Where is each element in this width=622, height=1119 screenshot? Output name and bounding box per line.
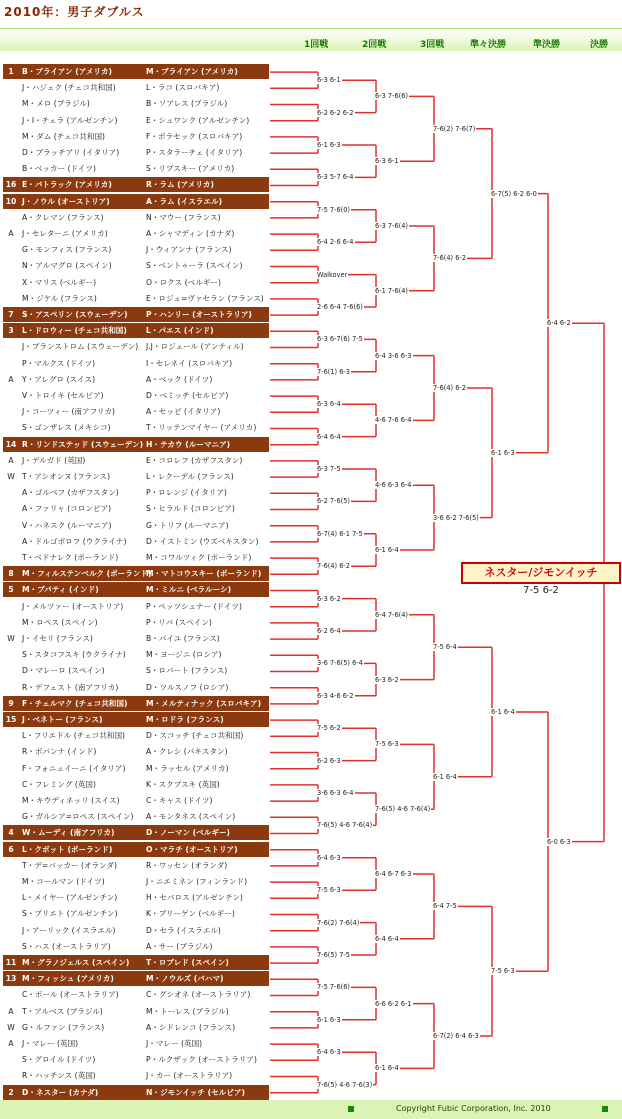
player-a: T・アルベス (ブラジル) (22, 1006, 103, 1016)
player-b: A・シドレンコ (フランス) (146, 1022, 236, 1032)
player-b: D・ノーマン (ベルギー) (146, 828, 231, 838)
seed-number: 14 (5, 439, 17, 449)
match-score: 6-3 4-6 6-2 (317, 691, 354, 700)
player-b: M・ブライアン (アメリカ) (146, 67, 238, 76)
player-b: N・マウー (フランス) (146, 212, 221, 222)
champion-box: ネスター/ジモンイッチ (461, 562, 621, 584)
match-score: 7-6(1) 6-3 (317, 367, 350, 376)
match-score: 6-6 6-2 6-1 (375, 999, 412, 1008)
player-b: O・マラチ (オーストリア) (146, 844, 238, 854)
copyright: Copyright Fubic Corporation, Inc. 2010 (396, 1104, 551, 1113)
match-score: 6-1 7-6(4) (375, 286, 408, 295)
player-a: X・マリス (ベルギー) (22, 277, 97, 287)
match-score: 6-7(2) 6-4 6-3 (433, 1032, 479, 1040)
player-b: S・ヒラルド (コロンビア) (146, 504, 235, 514)
seed-number: 13 (5, 974, 17, 984)
page-title: 2010年：男子ダブルス (4, 5, 145, 19)
player-b: A・サー (ブラジル) (146, 941, 213, 951)
player-a: J・アーリック (イスラエル) (22, 925, 116, 935)
match-score: 6-3 6-1 (317, 76, 341, 85)
match-score: 7-5 6-3 (317, 886, 341, 895)
player-a: A・ゴルベフ (カザフスタン) (22, 488, 119, 498)
match-score: 6-3 6-2 (317, 594, 341, 603)
player-a: P・マルクス (ドイツ) (22, 358, 96, 368)
player-b: A・モンタネス (スペイン) (146, 812, 236, 822)
player-b: R・ワッセン (オランダ) (146, 860, 228, 870)
player-b: T・リッテンマイヤー (アメリカ) (146, 423, 257, 433)
match-score: 7-6(5) 4-6 7-6(4) (375, 805, 431, 814)
player-a: L・クボット (ポーランド) (22, 844, 113, 854)
player-b: M・ラッセル (アメリカ) (146, 763, 229, 773)
player-a: D・ネスター (カナダ) (22, 1087, 99, 1097)
player-a: R・デフェスト (南アフリカ) (22, 682, 119, 692)
match-score: 7-5 6-3 (491, 967, 515, 976)
seed-number: A (8, 455, 14, 465)
player-a: J・イセリ (フランス) (22, 634, 93, 643)
match-score: 6-3 6-2 (375, 675, 399, 684)
player-a: J・ベネトー (フランス) (22, 715, 103, 724)
match-score: 7-5 7-6(0) (317, 205, 350, 214)
player-b: M・ロドラ (フランス) (146, 715, 224, 724)
player-a: D・マレーロ (スペイン) (22, 666, 105, 676)
seed-number: 2 (8, 1087, 14, 1097)
player-a: J・コーツィー (南アフリカ) (22, 407, 115, 417)
player-a: J・メルツァー (オーストリア) (22, 601, 124, 611)
round-label-qf: 準々決勝 (470, 40, 507, 50)
player-b: M・ヨージニ (ロシア) (146, 650, 222, 660)
player-b: D・イストミン (ウズベキスタン) (146, 536, 259, 546)
seed-number: W (7, 1022, 15, 1032)
player-b: F・ポラセック (スロバキア) (146, 131, 243, 141)
match-score: 6-3 6-1 (375, 157, 399, 166)
player-b: J・ニエミネン (フィンランド) (146, 877, 248, 886)
match-score: 7-6(4) 6-2 (433, 254, 466, 263)
round-label-final: 決勝 (590, 40, 609, 50)
player-b: P・ルクザック (オーストラリア) (146, 1055, 257, 1065)
match-score: 6-3 5-7 6-4 (317, 173, 354, 182)
player-a: J・ブランストロム (スウェーデン) (22, 342, 139, 352)
match-score: 6-1 6-3 (317, 1015, 341, 1024)
player-a: C・フレミング (英国) (22, 779, 96, 789)
match-score: 6-1 6-3 (317, 141, 341, 149)
player-a: A・ファリャ (コロンビア) (22, 504, 112, 514)
player-b: E・コロレフ (カザフスタン) (146, 455, 243, 465)
seed-number: A (8, 1006, 14, 1016)
player-a: G・ルファン (フランス) (22, 1022, 105, 1032)
match-score: 6-1 6-4 (375, 1064, 399, 1073)
round-label-r1: 1回戦 (304, 40, 329, 50)
match-score: 6-0 6-3 (547, 837, 571, 846)
player-a: J・デルガド (英国) (22, 455, 86, 465)
player-b: B・ソアレス (ブラジル) (146, 99, 228, 109)
player-b: J・マレー (英国) (146, 1039, 203, 1048)
final-score: 7-5 6-2 (523, 585, 559, 596)
player-a: L・ドロウィー (チェコ共和国) (22, 326, 127, 336)
seed-number: 9 (8, 698, 14, 708)
player-b: P・ロレンジ (イタリア) (146, 488, 227, 498)
player-a: R・ボパンナ (インド) (22, 747, 97, 757)
player-b: A・クレシ (パキスタン) (146, 747, 228, 757)
player-b: G・トリフ (ルーマニア) (146, 520, 229, 530)
player-a: R・リンドステッド (スウェーデン) (22, 439, 144, 449)
match-score: 6-3 7-6(4) (375, 222, 408, 230)
player-b: H・テカウ (ルーマニア) (146, 439, 231, 449)
match-score: 7-5 7-6(6) (317, 983, 350, 992)
player-a: R・ハッチンス (英国) (22, 1071, 96, 1081)
match-score: 7-6(5) 4-6 7-6(4) (317, 821, 373, 830)
match-score: Walkover (317, 270, 348, 279)
player-b: A・シャマディン (カナダ) (146, 229, 235, 238)
player-a: S・ハス (オーストラリア) (22, 941, 111, 951)
player-a: M・コールマン (ドイツ) (22, 877, 105, 886)
match-score: 4-6 7-6 6-4 (375, 416, 412, 425)
match-score: 2-6 6-4 7-6(6) (317, 303, 363, 311)
player-a: J・ハジェク (チェコ共和国) (22, 83, 116, 93)
player-b: P・ハンリー (オーストラリア) (146, 310, 252, 319)
square-icon (602, 1106, 608, 1112)
player-a: T・ベドナレク (ポーランド) (22, 553, 119, 562)
player-a: C・ボール (オーストラリア) (22, 990, 119, 1000)
seed-number: A (8, 229, 14, 238)
player-a: M・キウディネッリ (スイス) (22, 796, 120, 805)
player-b: S・ベントゥーラ (スペイン) (146, 261, 243, 271)
player-a: M・メロ (ブラジル) (22, 99, 90, 109)
player-b: M・ミルニ (ベラルーシ) (146, 585, 232, 595)
match-score: 6-3 7-5 (317, 465, 341, 473)
player-b: D・ツルスノフ (ロシア) (146, 682, 229, 692)
player-b: L・パエス (インド) (146, 326, 214, 336)
player-b: M・ノウルズ (バハマ) (146, 974, 224, 984)
match-score: 3-6 6-3 6-4 (317, 789, 354, 797)
player-b: M・コワルツィク (ポーランド) (146, 553, 252, 562)
player-b: O・ロクス (ベルギー) (146, 277, 221, 287)
match-score: 6-4 2-6 6-4 (317, 238, 354, 247)
seed-number: 7 (8, 310, 14, 319)
player-b: D・スコッチ (チェコ共和国) (146, 731, 244, 741)
seed-number: 11 (5, 958, 17, 967)
match-score: 6-4 6-4 (375, 934, 399, 943)
player-b: C・キャス (ドイツ) (146, 796, 213, 805)
player-b: N・ジモンイッチ (セルビア) (146, 1087, 245, 1097)
match-score: 7-6(5) 4-6 7-6(3) (317, 1080, 373, 1089)
player-b: J・ウィアンナ (フランス) (146, 245, 232, 255)
player-a: M・グラノジェルス (スペイン) (22, 958, 130, 967)
match-score: 6-7(5) 6-2 6-0 (491, 189, 537, 198)
match-score: 6-4 6-7 6-3 (375, 870, 412, 878)
player-b: A・ラム (イスラエル) (146, 196, 223, 206)
player-b: P・リバ (スペイン) (146, 617, 212, 627)
seed-number: A (8, 374, 14, 384)
match-score: 3-6 6-2 7-6(5) (433, 513, 479, 522)
match-score: 7-5 6-2 (317, 724, 341, 733)
seed-number: 8 (8, 569, 14, 579)
footer (0, 1100, 622, 1119)
match-score: 6-4 3-6 6-3 (375, 351, 412, 360)
player-a: T・アシオンヌ (フランス) (22, 472, 111, 481)
player-b: C・グシオネ (オーストラリア) (146, 990, 251, 1000)
player-b: E・ロジェ=ヴァセラン (フランス) (146, 293, 264, 303)
player-a: J・ノウル (オーストリア) (22, 196, 110, 206)
player-a: L・メイヤー (アルゼンチン) (22, 893, 118, 903)
player-a: T・デ=バッカー (オランダ) (22, 860, 117, 870)
match-score: 6-4 7-5 (433, 902, 457, 911)
player-a: W・ムーディ (南アフリカ) (22, 828, 115, 838)
match-score: 6-4 6-4 (317, 432, 341, 441)
player-a: M・ジケル (フランス) (22, 293, 97, 303)
seed-number: 4 (8, 828, 14, 838)
player-a: V・ハネスク (ルーマニア) (22, 520, 112, 530)
round-label-r2: 2回戦 (362, 40, 387, 50)
match-score: 6-4 6-3 (317, 853, 341, 862)
match-score: 6-2 6-2 6-2 (317, 108, 354, 117)
seed-number: 3 (8, 326, 14, 336)
match-score: 6-3 6-7(6) 7-5 (317, 335, 363, 344)
player-b: L・ラコ (スロバキア) (146, 83, 220, 93)
match-score: 6-1 6-3 (491, 448, 515, 457)
player-b: E・シュワンク (アルゼンチン) (146, 115, 250, 125)
match-score: 7-6(2) 7-6(4) (317, 918, 360, 927)
player-b: M・マトコウスキー (ポーランド) (146, 569, 262, 579)
player-b: P・スタラーチェ (イタリア) (146, 148, 243, 157)
player-a: M・ブパティ (インド) (22, 585, 99, 595)
player-b: A・セッピ (イタリア) (146, 407, 221, 417)
player-a: D・ブラッチアリ (イタリア) (22, 148, 120, 157)
player-a: J・セレターニ (アメリカ) (22, 229, 108, 238)
player-b: L・レクーデル (フランス) (146, 472, 234, 481)
player-a: S・グロイル (ドイツ) (22, 1055, 96, 1065)
match-score: 6-4 6-3 (317, 1048, 341, 1057)
player-b: K・ブリーゲン (ベルギー) (146, 909, 235, 919)
player-a: J・マレー (英国) (22, 1039, 79, 1048)
player-a: J・I・チェラ (アルゼンチン) (22, 115, 118, 125)
player-b: K・スクプスキ (英国) (146, 779, 220, 789)
player-a: B・ブライアン (アメリカ) (22, 67, 113, 76)
match-score: 6-3 6-4 (317, 400, 341, 409)
match-score: 6-4 7-6(4) (375, 610, 408, 619)
seed-number: 10 (5, 196, 17, 206)
match-score: 6-2 6-4 (317, 627, 341, 635)
seed-number: 1 (8, 67, 14, 76)
match-score: 4-6 6-3 6-4 (375, 481, 412, 490)
seed-number: W (7, 634, 15, 643)
player-a: A・クレマン (フランス) (22, 212, 104, 222)
player-b: J・カー (オーストラリア) (146, 1071, 233, 1081)
seed-number: 5 (8, 585, 14, 595)
player-a: M・ロペス (スペイン) (22, 617, 98, 627)
player-b: D・セラ (イスラエル) (146, 925, 221, 935)
seed-number: A (8, 1039, 14, 1048)
match-score: 6-1 6-4 (433, 772, 457, 781)
match-score: 6-2 6-3 (317, 756, 341, 765)
player-a: E・バトラック (アメリカ) (22, 180, 112, 190)
player-b: D・ベミッチ (セルビア) (146, 391, 229, 400)
player-a: G・モンフィス (フランス) (22, 245, 112, 255)
match-score: 6-7(4) 6-1 7-5 (317, 529, 363, 538)
match-score: 7-6(5) 7-5 (317, 951, 350, 959)
match-score: 6-1 6-4 (375, 546, 399, 554)
player-a: G・ガルシア=ロペス (スペイン) (22, 812, 134, 822)
match-score: 3-6 7-6(5) 6-4 (317, 659, 363, 668)
player-a: M・フィッシュ (アメリカ) (22, 974, 114, 984)
match-score: 7-5 6-3 (375, 740, 399, 749)
match-score: 6-1 6-4 (491, 708, 515, 716)
player-a: Y・アレグロ (スイス) (22, 374, 96, 384)
player-b: B・パイユ (フランス) (146, 634, 220, 643)
seed-number: 6 (8, 844, 14, 854)
player-a: N・アルマグロ (スペイン) (22, 261, 112, 271)
player-b: A・ベック (ドイツ) (146, 374, 213, 384)
player-b: M・メルティナック (スロバキア) (146, 698, 262, 708)
player-a: F・フォニュイーニ (イタリア) (22, 763, 126, 773)
round-label-r3: 3回戦 (420, 40, 445, 50)
match-score: 7-5 6-4 (433, 643, 457, 652)
player-b: T・ロブレド (スペイン) (146, 958, 229, 967)
match-score: 6-4 6-2 (547, 319, 571, 328)
player-a: F・チェルマク (チェコ共和国) (22, 698, 128, 708)
match-score: 7-6(2) 7-6(7) (433, 124, 476, 133)
player-a: S・ゴンザレス (メキシコ) (22, 423, 111, 433)
player-a: V・トロイキ (セルビア) (22, 391, 104, 400)
player-b: R・ラム (アメリカ) (146, 180, 214, 190)
player-b: M・トーレス (ブラジル) (146, 1006, 229, 1016)
player-a: S・スタコフスキ (ウクライナ) (22, 650, 126, 660)
player-b: S・リプスキー (アメリカ) (146, 164, 235, 174)
player-b: P・ペッツシュナー (ドイツ) (146, 601, 242, 611)
player-a: M・フィルステンベルク (ポーランド) (22, 569, 152, 579)
player-a: S・プリエト (アルゼンチン) (22, 909, 118, 919)
player-a: B・ベッカー (ドイツ) (22, 164, 96, 174)
seed-number: W (7, 472, 15, 481)
match-score: 6-2 7-6(5) (317, 497, 350, 506)
seed-number: 15 (5, 715, 17, 724)
match-score: 7-6(4) 6-2 (317, 562, 350, 571)
match-score: 7-6(4) 6-2 (433, 384, 466, 392)
player-b: I・セレネイ (スロバキア) (146, 358, 233, 368)
round-label-sf: 準決勝 (533, 40, 561, 50)
player-b: J.J・ロジェール (アンティル) (146, 342, 244, 352)
match-score: 6-3 7-6(6) (375, 92, 408, 101)
player-a: L・フリエドル (チェコ共和国) (22, 731, 126, 741)
player-b: H・セバロス (アルゼンチン) (146, 893, 243, 903)
player-b: S・ロバート (フランス) (146, 666, 228, 676)
seed-number: 16 (5, 180, 17, 190)
player-a: A・ドルゴポロフ (ウクライナ) (22, 536, 127, 546)
square-icon (348, 1106, 354, 1112)
player-a: S・アスペリン (スウェーデン) (22, 310, 128, 319)
player-a: M・ダム (チェコ共和国) (22, 131, 106, 141)
